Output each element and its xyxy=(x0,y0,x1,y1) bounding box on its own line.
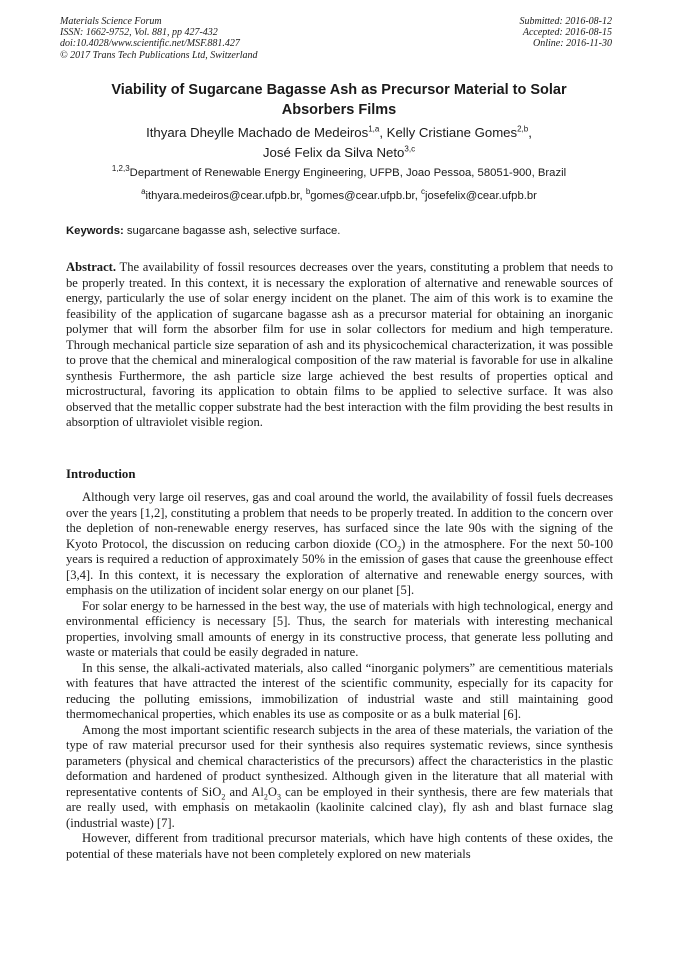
submission-dates xyxy=(520,16,613,50)
title-line-2: Absorbers Films xyxy=(281,102,397,118)
author-1-sup: 1,a xyxy=(368,124,380,134)
authors-line-1: Ithyara Dheylle Machado de Medeiros$^{1,a}$, Kelly Cristiane Gomes$^{2,b}$, xyxy=(146,124,532,140)
journal-copyright: © 2017 Trans Tech Publications Ltd, Switzerland xyxy=(60,49,258,61)
affiliation xyxy=(60,166,618,180)
p4-part-d: can be employed in their synthesis, there are few materials that are really used, with emphasis on metakaolin (kaolinite calcined clay), fly ash and blast furnace slag (industrial waste) [7]. xyxy=(66,784,613,830)
al2-subscript: 2 xyxy=(263,792,268,802)
email-a: ithyara.medeiros@cear.ufpb.br xyxy=(145,190,300,202)
journal-issn: ISSN: 1662-9752, Vol. 881, pp 427-432 xyxy=(60,27,218,39)
author-3-sup: 3,c xyxy=(404,144,416,154)
email-a-sup: a xyxy=(141,187,146,197)
keywords-label: Keywords: xyxy=(66,225,124,237)
abstract-label: Abstract. xyxy=(66,260,117,274)
introduction-body xyxy=(66,490,613,862)
p4-part-a: Among the most important scientific research subjects in the area of these materials, the variation of the type of raw material precursor used for their synthesis also requires systematic reviews, since synthesis parameters (physical and chemical characteristics of the precursors) affect the characteristics in the plastic deformation and hardened of product synthesized. Although given in the literature that all material with representative contents of SiO xyxy=(66,722,613,799)
author-2-sup: 2,b xyxy=(517,124,529,134)
author-3-name: José Felix da Silva Neto xyxy=(262,144,405,160)
paper-title xyxy=(60,80,618,120)
intro-paragraph-3: In this sense, the alkali-activated materials, also called “inorganic polymers” are cementitious materials with features that have attracted the interest of the scientific community, especially for its capacity for reducing the polluting emissions, immobilization of industrial waste and still maintaining good thermomechanical properties, which enables its use as composite or as a bulk material [6]. xyxy=(66,660,613,721)
journal-name: Materials Science Forum xyxy=(60,16,162,27)
email-b: gomes@cear.ufpb.br xyxy=(310,190,415,202)
journal-doi: doi:10.4028/www.scientific.net/MSF.881.427 xyxy=(60,38,240,50)
affiliation-text: Department of Renewable Energy Engineering, UFPB, Joao Pessoa, 58051-900, Brazil xyxy=(129,167,567,179)
p1-part-b: ) in the atmosphere. For the next 50-100 years is required a reduction of approximately 50% in the emission of gases that cause the greenhouse effect [3,4]. In this context, it is necessary the exploration of alternative and renewable energy sources, with emphasis on the utilization of incident solar energy on our planet [5]. xyxy=(66,536,613,597)
affiliation-sup: 1,2,3 xyxy=(111,164,130,174)
intro-paragraph-1 xyxy=(66,490,613,599)
author-emails: $^a$ithyara.medeiros@cear.ufpb.br, $^b$gomes@cear.ufpb.br, $^c$josefelix@cear.ufpb.br xyxy=(141,187,537,202)
title-line-1: Viability of Sugarcane Bagasse Ash as Precursor Material to Solar xyxy=(111,82,567,98)
author-2-name: Kelly Cristiane Gomes xyxy=(386,125,518,140)
keywords-text: sugarcane bagasse ash, selective surface. xyxy=(126,225,341,237)
intro-paragraph-5: However, different from traditional precursor materials, which have high contents of these oxides, the potential of these materials have not been completely explored on new materials xyxy=(66,831,613,861)
email-c: josefelix@cear.ufpb.br xyxy=(424,190,537,202)
p4-part-c: O xyxy=(267,784,277,799)
accepted-date: Accepted: 2016-08-15 xyxy=(522,27,612,39)
email-b-sup: b xyxy=(305,187,311,197)
online-date: Online: 2016-11-30 xyxy=(533,38,612,50)
submitted-date: Submitted: 2016-08-12 xyxy=(519,16,612,27)
p1-part-a: Although very large oil reserves, gas and coal around the world, the availability of fossil fuels decreases over the years [1,2], constituting a problem that needs to be properly treated. In addition to the concern over the depletion of non-renewable energy reserves, has surfaced since the late 90s with the signing of the Kyoto Protocol, the discussion on reducing carbon dioxide (CO xyxy=(66,490,613,551)
intro-paragraph-2: For solar energy to be harnessed in the best way, the use of materials with high technological, energy and environmental efficiency is necessary [5]. Thus, the search for materials with interesting mechanical properties, involving small amounts of energy in its constructive process, that generate less polluting and waste or materials that could be easily degraded in nature. xyxy=(66,598,613,659)
authors-line-2 xyxy=(60,143,618,163)
abstract-text: The availability of fossil resources decreases over the years, constituting a problem that needs to be properly treated. In this context, it is necessary the exploration of alternative and renewable sources of energy, particularly the use of solar energy incident on the planet. The aim of this work is to examine the feasibility of the application of sugarcane bagasse ash as a precursor material for obtaining an inorganic polymer that will form the absorber film for use in solar collectors for medium and high temperature. Through mechanical particle size separation of ash and its physicochemical characterization, it was possible to prove that the chemical and mineralogical composition of the raw material is favorable for use in alkaline synthesis Furthermore, the ash particle size large achieved the best results of properties optical and microstructural, favoring its application to obtain films to be applied to selective surface. It was also observed that the metallic copper substrate had the best interaction with the film providing the best results in absorption of ultraviolet visible region. xyxy=(66,260,613,429)
email-c-sup: c xyxy=(420,187,425,197)
abstract xyxy=(66,260,613,431)
sio2-subscript: 2 xyxy=(221,792,226,802)
p4-part-b: and Al xyxy=(225,784,264,799)
co2-subscript: 2 xyxy=(397,544,402,554)
o3-subscript: 3 xyxy=(276,792,281,802)
journal-info xyxy=(60,16,258,61)
intro-paragraph-4 xyxy=(66,723,613,832)
introduction-heading: Introduction xyxy=(66,467,136,481)
author-1-name: Ithyara Dheylle Machado de Medeiros xyxy=(146,125,369,140)
author-list xyxy=(60,123,618,162)
keywords xyxy=(66,224,612,238)
